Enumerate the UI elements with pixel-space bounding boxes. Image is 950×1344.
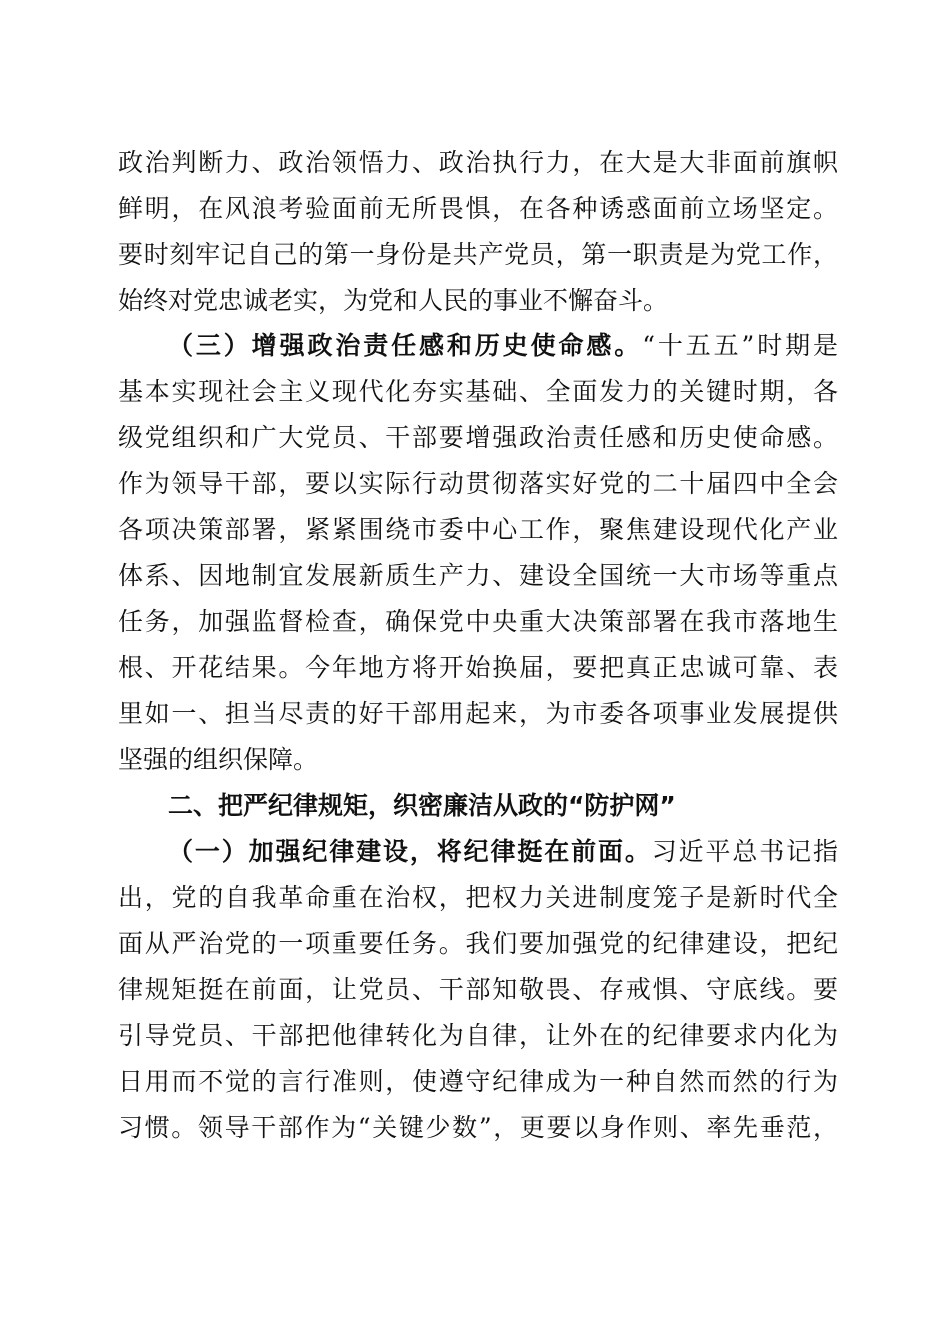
paragraph-3-first-line-rest: 习近平总书记指 xyxy=(651,837,838,866)
paragraph-2-line-8: 根、开花结果。今年地方将开始换届，要把真正忠诚可靠、表 xyxy=(118,653,838,682)
paragraph-2-line-9: 里如一、担当尽责的好干部用起来，为市委各项事业发展提供 xyxy=(118,699,838,728)
paragraph-2-lead: （三）增强政治责任感和历史使命感。 xyxy=(168,331,643,360)
paragraph-3-line-1 xyxy=(168,832,838,872)
paragraph-3-line-5: 引导党员、干部把他律转化为自律，让外在的纪律要求内化为 xyxy=(118,1021,838,1050)
paragraph-3-line-3: 面从严治党的一项重要任务。我们要加强党的纪律建设，把纪 xyxy=(118,929,838,958)
paragraph-1-line-2: 鲜明，在风浪考验面前无所畏惧，在各种诱惑面前立场坚定。 xyxy=(118,194,838,223)
paragraph-3-line-6: 日用而不觉的言行准则，使遵守纪律成为一种自然而然的行为 xyxy=(118,1067,838,1096)
paragraph-2-line-2: 基本实现社会主义现代化夯实基础、全面发力的关键时期，各 xyxy=(118,377,838,406)
paragraph-2-line-10: 坚强的组织保障。 xyxy=(118,745,319,774)
paragraph-3-line-2: 出，党的自我革命重在治权，把权力关进制度笼子是新时代全 xyxy=(118,883,838,912)
paragraph-2-line-5: 各项决策部署，紧紧围绕市委中心工作，聚焦建设现代化产业 xyxy=(118,515,838,544)
paragraph-1-line-4: 始终对党忠诚老实，为党和人民的事业不懈奋斗。 xyxy=(118,286,669,315)
paragraph-1-line-3: 要时刻牢记自己的第一身份是共产党员，第一职责是为党工作， xyxy=(118,240,838,269)
paragraph-2-first-line-rest: “十五五”时期是 xyxy=(642,331,838,360)
paragraph-3-line-4: 律规矩挺在前面，让党员、干部知敬畏、存戒惧、守底线。要 xyxy=(118,975,838,1004)
paragraph-2-line-1 xyxy=(168,326,838,366)
section-heading-2: 二、把严纪律规矩，织密廉洁从政的“防护网” xyxy=(168,791,676,820)
paragraph-3-lead: （一）加强纪律建设，将纪律挺在前面。 xyxy=(168,837,652,866)
paragraph-2-line-4: 作为领导干部，要以实际行动贯彻落实好党的二十届四中全会 xyxy=(118,469,838,498)
paragraph-1-line-1: 政治判断力、政治领悟力、政治执行力，在大是大非面前旗帜 xyxy=(118,148,838,177)
paragraph-2-line-3: 级党组织和广大党员、干部要增强政治责任感和历史使命感。 xyxy=(118,423,838,452)
paragraph-3-line-7: 习惯。领导干部作为“关键少数”，更要以身作则、率先垂范， xyxy=(118,1113,838,1142)
paragraph-2-line-6: 体系、因地制宜发展新质生产力、建设全国统一大市场等重点 xyxy=(118,561,838,590)
paragraph-2-line-7: 任务，加强监督检查，确保党中央重大决策部署在我市落地生 xyxy=(118,607,838,636)
